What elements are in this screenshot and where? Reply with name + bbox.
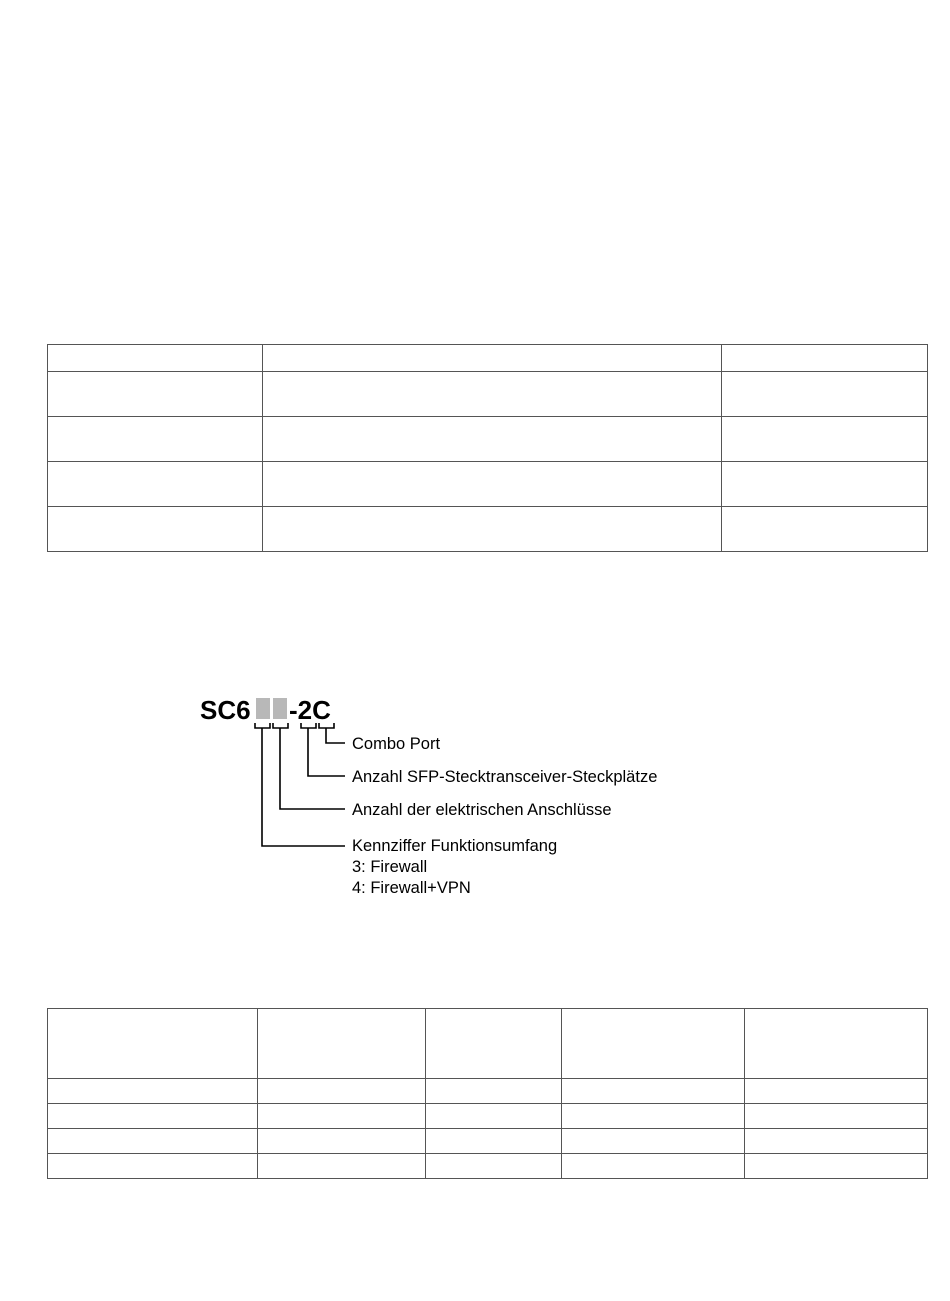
code-prefix: SC6 <box>200 695 251 725</box>
table-cell <box>48 372 263 417</box>
table-cell <box>745 1129 928 1154</box>
table-cell <box>48 1009 258 1079</box>
product-code-diagram <box>190 685 710 905</box>
table-cell <box>48 345 263 372</box>
table-row <box>48 1104 928 1129</box>
table-row <box>48 345 928 372</box>
label-function-code: Kennziffer Funktionsumfang <box>352 837 558 855</box>
table-cell <box>48 507 263 552</box>
table-row <box>48 417 928 462</box>
table-cell <box>48 1079 258 1104</box>
table-cell <box>48 417 263 462</box>
bracket-digit-1 <box>255 723 270 728</box>
table-cell <box>263 345 722 372</box>
table-cell <box>263 462 722 507</box>
bracket-digit-2 <box>273 723 288 728</box>
label-electrical-ports: Anzahl der elektrischen Anschlüsse <box>352 801 612 819</box>
table-cell <box>426 1104 562 1129</box>
table-row <box>48 1129 928 1154</box>
table-row <box>48 507 928 552</box>
leader-line-function-code <box>262 728 345 846</box>
label-sfp-slots: Anzahl SFP-Stecktransceiver-Steckplätze <box>352 768 658 786</box>
table-cell <box>258 1079 426 1104</box>
table-cell <box>722 345 928 372</box>
code-placeholder-box-1 <box>256 698 270 719</box>
table-cell <box>48 462 263 507</box>
table-cell <box>745 1104 928 1129</box>
table-row <box>48 462 928 507</box>
label-combo-port: Combo Port <box>352 735 441 753</box>
table-cell <box>48 1154 258 1179</box>
table-cell <box>722 462 928 507</box>
table-cell <box>562 1009 745 1079</box>
table-row <box>48 1154 928 1179</box>
table-cell <box>263 417 722 462</box>
table-cell <box>722 507 928 552</box>
table-cell <box>48 1129 258 1154</box>
table-cell <box>562 1129 745 1154</box>
table-cell <box>258 1009 426 1079</box>
table-cell <box>48 1104 258 1129</box>
table-row <box>48 1079 928 1104</box>
table-cell <box>722 417 928 462</box>
table-cell <box>258 1129 426 1154</box>
table-cell <box>258 1154 426 1179</box>
upper-empty-table <box>47 344 928 552</box>
table-row <box>48 1009 928 1079</box>
table-cell <box>426 1009 562 1079</box>
table-cell <box>263 372 722 417</box>
table-cell <box>745 1154 928 1179</box>
table-cell <box>745 1079 928 1104</box>
label-function-option-3: 3: Firewall <box>352 858 428 876</box>
table-cell <box>562 1104 745 1129</box>
table-cell <box>562 1154 745 1179</box>
code-suffix: -2C <box>289 695 331 725</box>
leader-line-combo-port <box>326 728 345 743</box>
table-cell <box>263 507 722 552</box>
table-row <box>48 372 928 417</box>
lower-empty-table <box>47 1008 928 1179</box>
table-cell <box>426 1154 562 1179</box>
table-cell <box>426 1129 562 1154</box>
label-function-option-4: 4: Firewall+VPN <box>352 879 471 897</box>
table-cell <box>562 1079 745 1104</box>
bracket-lines <box>255 723 345 846</box>
code-placeholder-box-2 <box>273 698 287 719</box>
table-cell <box>258 1104 426 1129</box>
table-cell <box>745 1009 928 1079</box>
table-cell <box>426 1079 562 1104</box>
table-cell <box>722 372 928 417</box>
leader-line-electrical-ports <box>280 728 345 809</box>
